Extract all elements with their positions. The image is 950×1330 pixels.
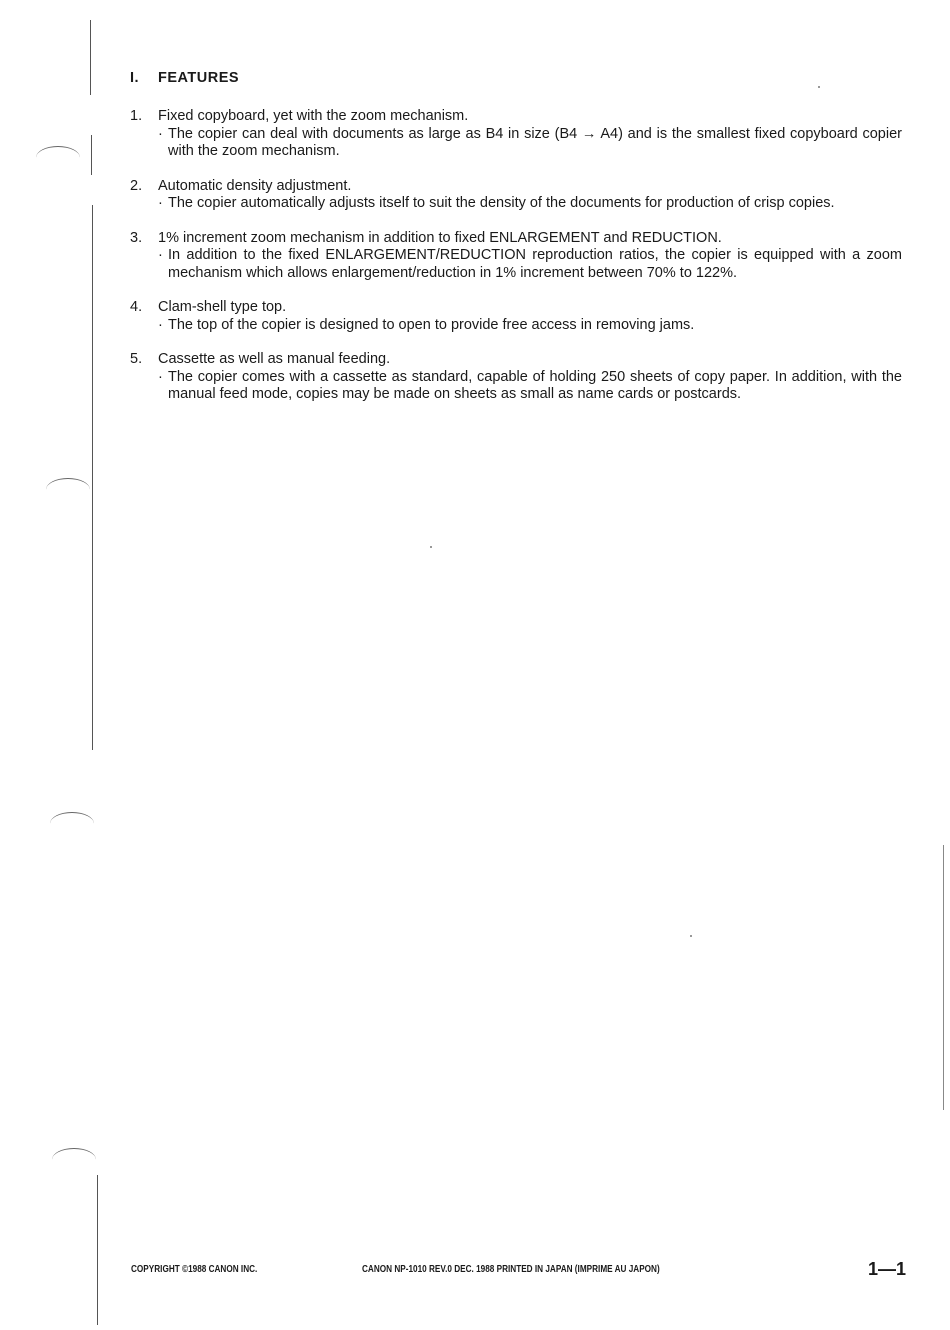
feature-number: 1. [130, 108, 143, 124]
feature-description-text: The top of the copier is designed to open to provide free access in removing jams. [168, 316, 695, 333]
feature-title: Clam-shell type top. [158, 299, 287, 315]
section-heading [130, 70, 239, 86]
scan-speck [430, 546, 432, 548]
binding-edge-line [90, 20, 91, 95]
punch-hole-mark [46, 478, 90, 501]
punch-hole-mark [36, 146, 80, 169]
punch-hole-mark [50, 812, 94, 835]
page-number: 1—1 [868, 1259, 907, 1279]
feature-number: 2. [130, 177, 143, 194]
feature-number: 3. [130, 229, 143, 246]
bullet-glyph: · [158, 247, 163, 263]
feature-description [130, 369, 902, 404]
feature-description [130, 247, 902, 282]
scan-speck [690, 935, 692, 937]
feature-description-text: The copier comes with a cassette as standard, capable of holding 250 sheets of copy paper. In addition, with the manual feed mode, copies may be made on sheets as small as name cards or postcards. [168, 368, 902, 402]
feature-item [130, 108, 902, 161]
feature-description [130, 126, 902, 161]
feature-description [130, 317, 902, 335]
scan-speck [818, 86, 820, 88]
feature-heading [130, 230, 902, 248]
footer-imprint: CANON NP-1010 REV.0 DEC. 1988 PRINTED IN JAPAN (IMPRIME AU JAPON) [362, 1264, 660, 1275]
feature-number: 4. [130, 299, 143, 315]
footer-copyright: COPYRIGHT ©1988 CANON INC. [131, 1264, 258, 1275]
feature-description-text: The copier can deal with documents as large as B4 in size (B4 → A4) and is the smallest fixed copyboard copier with the zoom mechanism. [168, 125, 902, 159]
feature-item [130, 178, 902, 213]
feature-title: Cassette as well as manual feeding. [158, 351, 391, 367]
feature-number: 5. [130, 351, 143, 367]
feature-description-text: In addition to the fixed ENLARGEMENT/REDUCTION reproduction ratios, the copier is equipped with a zoom mechanism which allows enlargement/reduction in 1% increment between 70% to 122%. [168, 247, 902, 281]
bullet-glyph: · [158, 125, 163, 142]
binding-edge-line [91, 135, 92, 175]
feature-description [130, 195, 902, 213]
section-title: FEATURES [158, 70, 240, 86]
feature-title: Automatic density adjustment. [158, 177, 352, 194]
section-number: I. [130, 70, 140, 86]
feature-title: 1% increment zoom mechanism in addition to fixed ENLARGEMENT and REDUCTION. [158, 229, 722, 246]
feature-item [130, 351, 902, 404]
binding-edge-line [97, 1175, 98, 1325]
feature-heading [130, 351, 902, 369]
binding-edge-line [92, 205, 93, 750]
features-list [130, 108, 902, 421]
page-footer [0, 1259, 950, 1282]
feature-title: Fixed copyboard, yet with the zoom mechanism. [158, 108, 469, 124]
feature-item [130, 230, 902, 283]
bullet-glyph: · [158, 368, 163, 385]
binding-edge-line [943, 845, 944, 1110]
bullet-glyph: · [158, 195, 163, 211]
bullet-glyph: · [158, 316, 163, 333]
feature-heading [130, 299, 902, 317]
feature-heading [130, 108, 902, 126]
feature-item [130, 299, 902, 334]
feature-description-text: The copier automatically adjusts itself to suit the density of the documents for production of crisp copies. [168, 195, 835, 211]
feature-heading [130, 178, 902, 196]
punch-hole-mark [52, 1148, 96, 1171]
